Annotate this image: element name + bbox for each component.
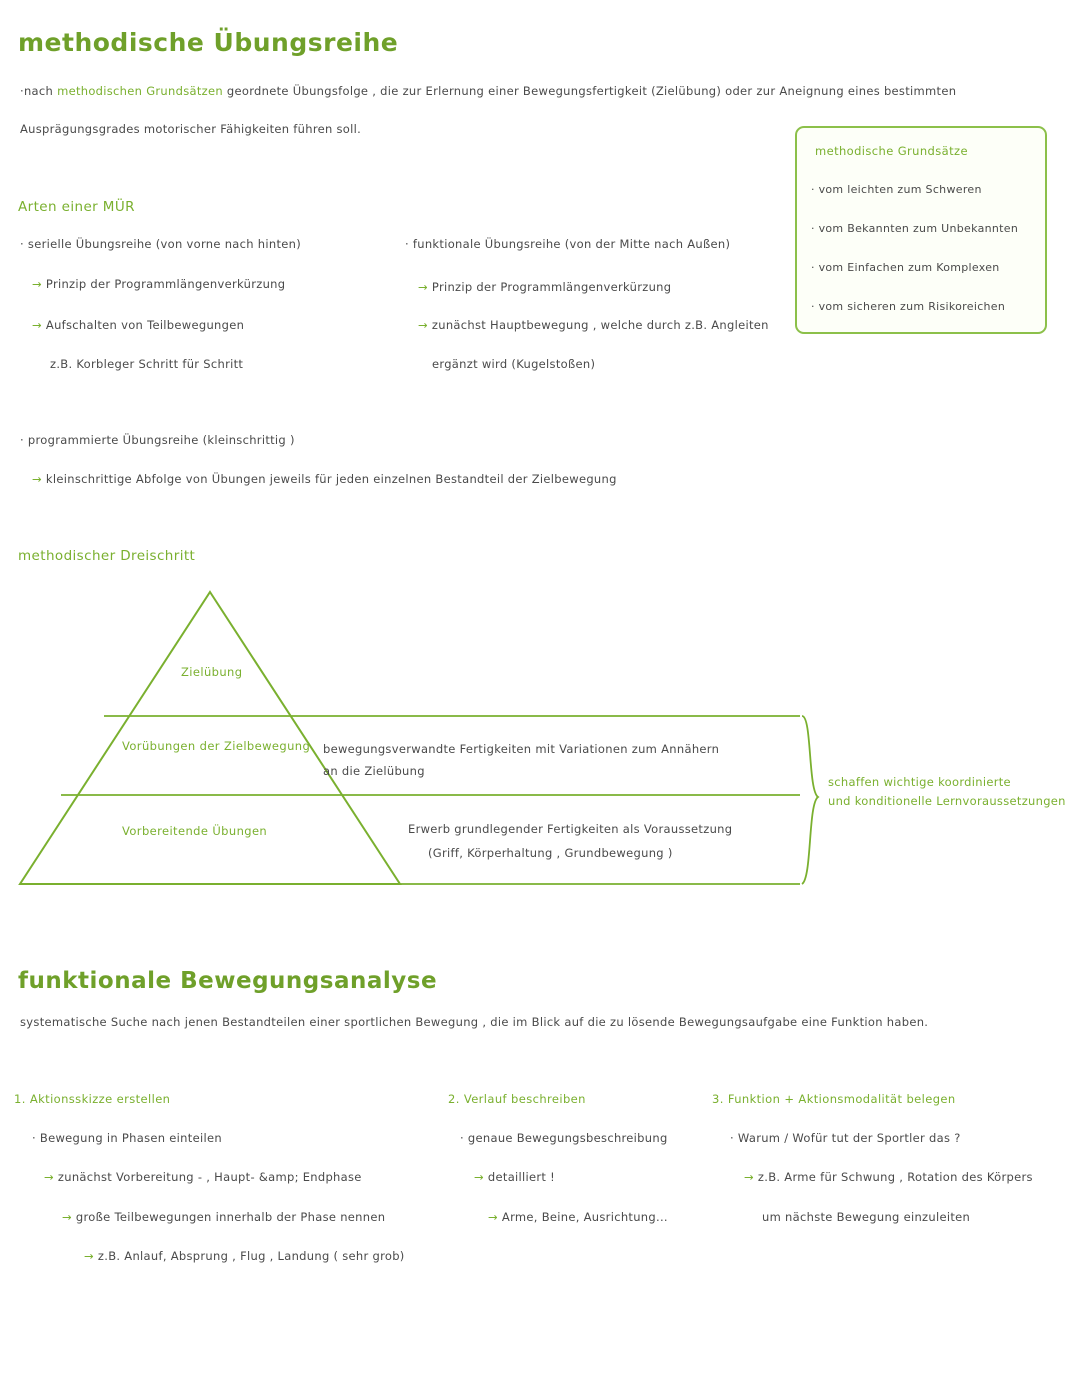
- grundsaetze-item: · vom Bekannten zum Unbekannten: [811, 222, 1019, 235]
- brace-note-line1: schaffen wichtige koordinierte: [828, 775, 1011, 789]
- grundsaetze-item: · vom leichten zum Schweren: [811, 183, 982, 196]
- grundsaetze-item: · vom sicheren zum Risikoreichen: [811, 300, 1006, 313]
- programmierte-point-label: kleinschrittige Abfolge von Übungen jeweils für jeden einzelnen Bestandteil der Zielbewegung: [45, 472, 617, 486]
- arrow-icon: →: [84, 1249, 94, 1263]
- analyse-col1-line3-label: große Teilbewegungen innerhalb der Phase nennen: [75, 1210, 386, 1224]
- analyse-col1-line1: · Bewegung in Phasen einteilen: [32, 1131, 222, 1145]
- analyse-col2-line2-label: detailliert !: [487, 1170, 556, 1184]
- funktionale-uebungsreihe-title: · funktionale Übungsreihe (von der Mitte nach Außen): [405, 237, 731, 251]
- intro-green-phrase: methodischen Grundsätzen: [57, 84, 223, 98]
- analyse-col1-line3: [62, 1210, 385, 1224]
- funktionale-point-label: Prinzip der Programmlängenverkürzung: [431, 280, 672, 294]
- pyramid-desc-vorbereitende-line2: (Griff, Körperhaltung , Grundbewegung ): [428, 846, 673, 860]
- analyse-col2-line2: [474, 1170, 555, 1184]
- arrow-icon: →: [418, 280, 428, 294]
- arrow-icon: →: [418, 318, 428, 332]
- analyse-col3-line3: um nächste Bewegung einzuleiten: [762, 1210, 971, 1224]
- serielle-point: [32, 318, 244, 332]
- analyse-col3-line1: · Warum / Wofür tut der Sportler das ?: [730, 1131, 961, 1145]
- funktionale-point-label: zunächst Hauptbewegung , welche durch z.B. Angleiten: [431, 318, 769, 332]
- intro-paragraph-line2: Ausprägungsgrades motorischer Fähigkeiten führen soll.: [20, 122, 362, 136]
- analyse-col1-line4: [84, 1249, 405, 1263]
- arrow-icon: →: [744, 1170, 754, 1184]
- pyramid-level-label-voruebungen: Vorübungen der Zielbewegung: [122, 739, 311, 753]
- arrow-icon: →: [32, 472, 42, 486]
- analyse-col2-line3-label: Arme, Beine, Ausrichtung...: [501, 1210, 668, 1224]
- arrow-icon: →: [32, 277, 42, 291]
- arrow-icon: →: [488, 1210, 498, 1224]
- pyramid-desc-voruebungen-line2: an die Zielübung: [323, 764, 425, 778]
- funktionale-point: [418, 318, 769, 332]
- analyse-col1-line2: [44, 1170, 362, 1184]
- grundsaetze-title: methodische Grundsätze: [815, 144, 968, 158]
- analyse-col3-heading: 3. Funktion + Aktionsmodalität belegen: [712, 1092, 956, 1106]
- page-title: methodische Übungsreihe: [18, 28, 399, 57]
- bewegungsanalyse-subtitle: systematische Suche nach jenen Bestandteilen einer sportlichen Bewegung , die im Blick auf die zu lösende Bewegungsaufgabe eine Funktion haben.: [20, 1015, 929, 1029]
- methodische-grundsaetze-box: [795, 126, 1047, 334]
- intro-paragraph: [20, 82, 1020, 100]
- section-heading-arten: Arten einer MÜR: [18, 199, 135, 215]
- serielle-example: z.B. Korbleger Schritt für Schritt: [50, 357, 244, 371]
- arrow-icon: →: [62, 1210, 72, 1224]
- serielle-point: [32, 277, 285, 291]
- funktionale-point: [418, 280, 671, 294]
- arrow-icon: →: [32, 318, 42, 332]
- brace-note-line2: und konditionelle Lernvoraussetzungen: [828, 794, 1066, 808]
- analyse-col2-heading: 2. Verlauf beschreiben: [448, 1092, 586, 1106]
- analyse-col1-heading: 1. Aktionsskizze erstellen: [14, 1092, 171, 1106]
- analyse-col3-line2-label: z.B. Arme für Schwung , Rotation des Körpers: [757, 1170, 1033, 1184]
- analyse-col2-line3: [488, 1210, 668, 1224]
- arrow-icon: →: [474, 1170, 484, 1184]
- analyse-col1-line2-label: zunächst Vorbereitung - , Haupt- &amp; Endphase: [57, 1170, 362, 1184]
- analyse-col3-line2: [744, 1170, 1033, 1184]
- pyramid-desc-vorbereitende-line1: Erwerb grundlegender Fertigkeiten als Voraussetzung: [408, 822, 733, 836]
- pyramid-level-label-zieluebung: Zielübung: [181, 665, 243, 679]
- programmierte-uebungsreihe-title: · programmierte Übungsreihe (kleinschrittig ): [20, 433, 295, 447]
- programmierte-point: [32, 472, 617, 486]
- analyse-col1-line4-label: z.B. Anlauf, Absprung , Flug , Landung ( sehr grob): [97, 1249, 405, 1263]
- pyramid-desc-voruebungen-line1: bewegungsverwandte Fertigkeiten mit Variationen zum Annähern: [323, 742, 720, 756]
- serielle-uebungsreihe-title: · serielle Übungsreihe (von vorne nach hinten): [20, 237, 302, 251]
- funktionale-example: ergänzt wird (Kugelstoßen): [432, 357, 596, 371]
- pyramid-level-label-vorbereitende: Vorbereitende Übungen: [122, 824, 268, 838]
- grundsaetze-item: · vom Einfachen zum Komplexen: [811, 261, 1000, 274]
- analyse-col2-line1: · genaue Bewegungsbeschreibung: [460, 1131, 668, 1145]
- section-heading-dreischritt: methodischer Dreischritt: [18, 548, 196, 564]
- section-title-bewegungsanalyse: funktionale Bewegungsanalyse: [18, 968, 438, 994]
- serielle-point-label: Prinzip der Programmlängenverkürzung: [45, 277, 286, 291]
- arrow-icon: →: [44, 1170, 54, 1184]
- intro-post: geordnete Übungsfolge , die zur Erlernung einer Bewegungsfertigkeit (Zielübung) oder zur Aneignung eines bestimmten: [222, 84, 957, 98]
- intro-pre: ·nach: [20, 84, 58, 98]
- serielle-point-label: Aufschalten von Teilbewegungen: [45, 318, 245, 332]
